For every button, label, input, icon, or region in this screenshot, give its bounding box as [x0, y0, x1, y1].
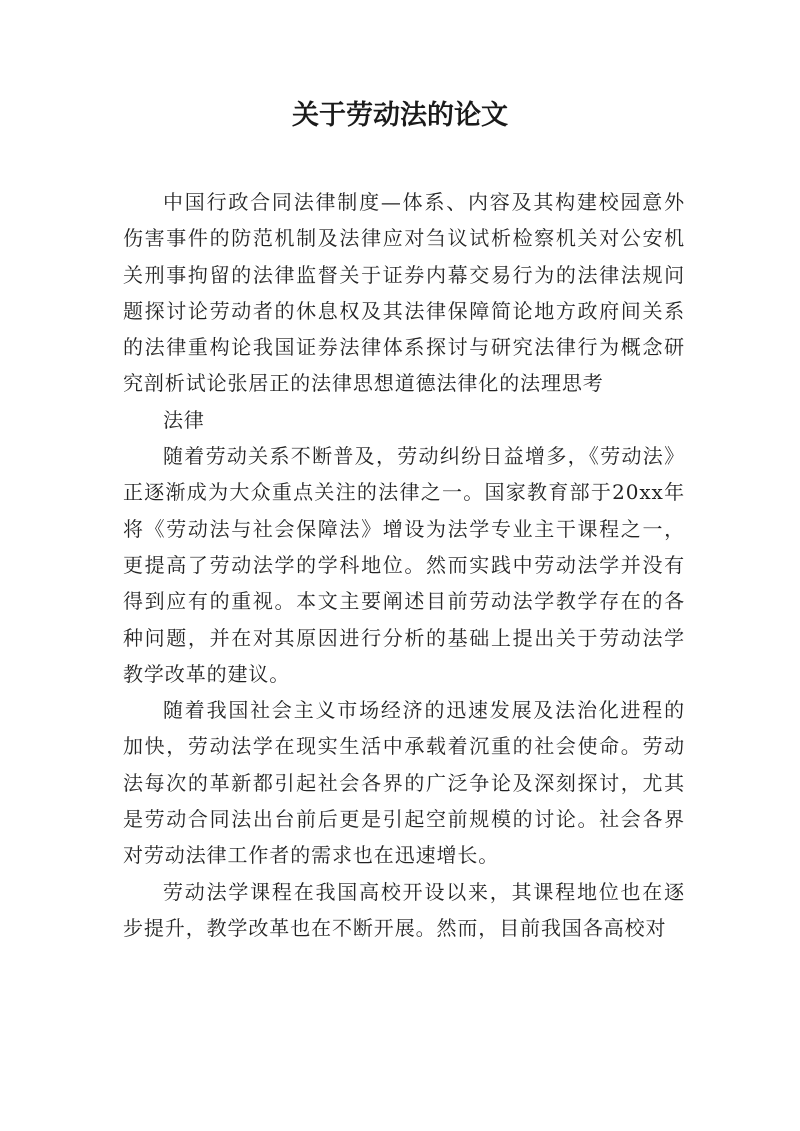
paragraph-background: 随着我国社会主义市场经济的迅速发展及法治化进程的加快，劳动法学在现实生活中承载着沉重的社会使命。劳动法每次的革新都引起社会各界的广泛争论及深刻探讨，尤其是劳动合同法出台前后更是引起空前规模的讨论。社会各界对劳动法律工作者的需求也在迅速增长。 [123, 698, 685, 868]
document-body [123, 184, 685, 946]
paragraph-course-status: 劳动法学课程在我国高校开设以来，其课程地位也在逐步提升，教学改革也在不断开展。然而，目前我国各高校对 [123, 879, 685, 940]
paragraph-keyword: 法律 [163, 407, 205, 432]
document-title: 关于劳动法的论文 [292, 100, 508, 131]
paragraph-topic-list: 中国行政合同法律制度—体系、内容及其构建校园意外伤害事件的防范机制及法律应对刍议试析检察机关对公安机关刑事拘留的法律监督关于证券内幕交易行为的法律法规问题探讨论劳动者的休息权及其法律保障简论地方政府间关系的法律重构论我国证券法律体系探讨与研究法律行为概念研究剖析试论张居正的法律思想道德法律化的法理思考 [123, 190, 685, 396]
paragraph-intro: 随着劳动关系不断普及，劳动纠纷日益增多，《劳动法》正逐渐成为大众重点关注的法律之一。国家教育部于20xx年将《劳动法与社会保障法》增设为法学专业主干课程之一，更提高了劳动法学的学科地位。然而实践中劳动法学并没有得到应有的重视。本文主要阐述目前劳动法学教学存在的各种问题，并在对其原因进行分析的基础上提出关于劳动法学教学改革的建议。 [123, 444, 685, 686]
